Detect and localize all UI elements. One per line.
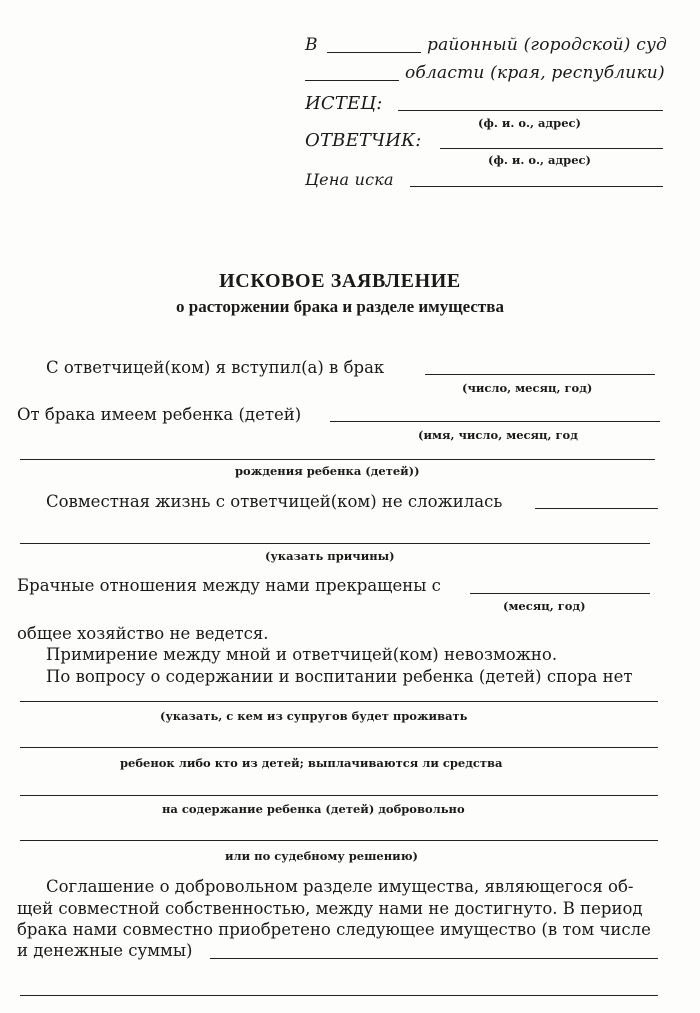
support-field-1[interactable] bbox=[20, 701, 658, 702]
children-field-2[interactable] bbox=[20, 459, 655, 460]
document-title: ИСКОВОЕ ЗАЯВЛЕНИЕ bbox=[219, 270, 461, 292]
marriage-date-field[interactable] bbox=[425, 374, 655, 375]
support-caption-4: или по судебному решению) bbox=[225, 849, 418, 863]
support-caption-2: ребенок либо кто из детей; выплачиваются ли средства bbox=[120, 756, 503, 770]
defendant-field[interactable] bbox=[440, 148, 663, 149]
reconcile-text: Примирение между мной и ответчицей(ком) невозможно. bbox=[46, 645, 558, 664]
region-suffix: области (края, республики) bbox=[405, 63, 665, 83]
dispute-text: По вопросу о содержании и воспитании ребенка (детей) спора нет bbox=[46, 667, 633, 686]
marriage-text: С ответчицей(ком) я вступил(а) в брак bbox=[46, 358, 385, 377]
plaintiff-field[interactable] bbox=[398, 110, 663, 111]
children-caption-2: рождения ребенка (детей)) bbox=[235, 464, 420, 478]
reasons-field-2[interactable] bbox=[20, 543, 650, 544]
marriage-caption: (число, месяц, год) bbox=[462, 381, 593, 395]
property-text-2: щей совместной собственностью, между нами не достигнуто. В период bbox=[17, 899, 643, 918]
document-subtitle: о расторжении брака и разделе имущества bbox=[176, 297, 504, 316]
property-field-1[interactable] bbox=[210, 958, 658, 959]
relations-date-field[interactable] bbox=[470, 593, 650, 594]
property-text-4: и денежные суммы) bbox=[17, 941, 193, 960]
support-caption-1: (указать, с кем из супругов будет проживать bbox=[160, 709, 468, 723]
court-name-field[interactable] bbox=[327, 52, 421, 53]
life-text: Совместная жизнь с ответчицей(ком) не сложилась bbox=[46, 492, 503, 511]
court-prefix: В bbox=[305, 35, 318, 55]
court-suffix: районный (городской) суд bbox=[427, 35, 667, 55]
claim-price-field[interactable] bbox=[410, 186, 663, 187]
property-text-1: Соглашение о добровольном разделе имущества, являющегося об- bbox=[46, 877, 634, 896]
household-text: общее хозяйство не ведется. bbox=[17, 624, 269, 643]
children-caption-1: (имя, число, месяц, год bbox=[418, 428, 578, 442]
children-text: От брака имеем ребенка (детей) bbox=[17, 405, 302, 424]
support-field-2[interactable] bbox=[20, 747, 658, 748]
region-field[interactable] bbox=[305, 80, 399, 81]
relations-caption: (месяц, год) bbox=[503, 599, 586, 613]
support-field-3[interactable] bbox=[20, 795, 658, 796]
reasons-field[interactable] bbox=[535, 508, 658, 509]
children-field[interactable] bbox=[330, 421, 660, 422]
relations-text: Брачные отношения между нами прекращены с bbox=[17, 576, 441, 595]
reasons-caption: (указать причины) bbox=[265, 549, 395, 563]
plaintiff-caption: (ф. и. о., адрес) bbox=[478, 116, 581, 130]
claim-price-label: Цена иска bbox=[305, 170, 394, 189]
plaintiff-label: ИСТЕЦ: bbox=[305, 93, 383, 114]
support-field-4[interactable] bbox=[20, 840, 658, 841]
property-text-3: брака нами совместно приобретено следующее имущество (в том числе bbox=[17, 920, 651, 939]
defendant-label: ОТВЕТЧИК: bbox=[305, 130, 422, 151]
property-field-2[interactable] bbox=[20, 995, 658, 996]
support-caption-3: на содержание ребенка (детей) добровольно bbox=[162, 802, 465, 816]
defendant-caption: (ф. и. о., адрес) bbox=[488, 153, 591, 167]
